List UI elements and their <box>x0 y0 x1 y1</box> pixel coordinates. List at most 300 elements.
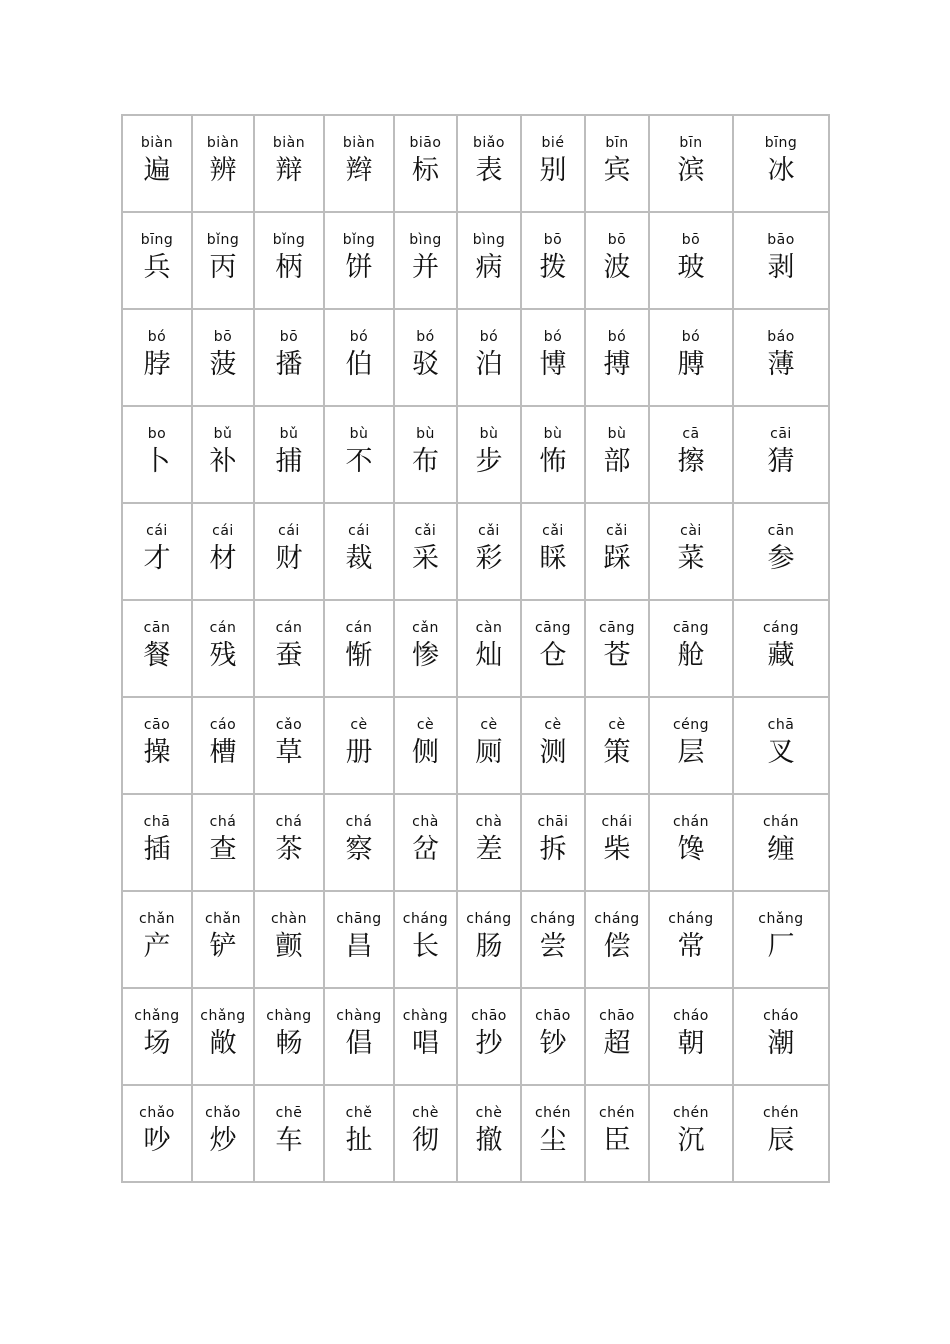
pinyin-label: bīn <box>605 135 629 151</box>
character-cell <box>521 600 585 697</box>
table-row <box>122 600 829 697</box>
character-cell <box>324 600 394 697</box>
character-cell <box>649 600 733 697</box>
pinyin-label: bù <box>543 426 563 442</box>
character-cell <box>394 309 457 406</box>
chinese-character: 裁 <box>345 543 373 574</box>
character-cell <box>585 600 649 697</box>
character-cell <box>457 697 521 794</box>
pinyin-label: bīng <box>140 232 174 248</box>
chinese-character: 怖 <box>539 446 567 477</box>
pinyin-label: chē <box>275 1105 303 1121</box>
character-cell <box>324 1085 394 1182</box>
chinese-character: 偿 <box>603 931 631 962</box>
character-cell <box>521 794 585 891</box>
chinese-character: 草 <box>275 737 303 768</box>
pinyin-label: chàng <box>336 1008 382 1024</box>
chinese-character: 沉 <box>677 1125 705 1156</box>
character-cell <box>254 1085 324 1182</box>
chinese-character: 脖 <box>143 349 171 380</box>
chinese-character: 灿 <box>475 640 503 671</box>
chinese-character: 畅 <box>275 1028 303 1059</box>
pinyin-label: báo <box>767 329 795 345</box>
chinese-character: 惨 <box>412 640 439 671</box>
pinyin-label: biàn <box>206 135 240 151</box>
chinese-character: 查 <box>209 834 237 865</box>
pinyin-label: cán <box>275 620 303 636</box>
pinyin-label: biàn <box>272 135 306 151</box>
pinyin-label: cǎi <box>606 523 628 539</box>
pinyin-label: chǎng <box>200 1008 246 1024</box>
pinyin-label: bó <box>479 329 499 345</box>
character-cell <box>192 794 254 891</box>
chinese-character: 宾 <box>603 155 631 186</box>
pinyin-label: cháng <box>466 911 512 927</box>
chinese-character: 策 <box>603 737 631 768</box>
character-cell <box>324 503 394 600</box>
chinese-character: 超 <box>603 1028 631 1059</box>
chinese-character: 茶 <box>275 834 303 865</box>
pinyin-character-table <box>121 114 830 1183</box>
chinese-character: 惭 <box>345 640 373 671</box>
character-cell <box>521 503 585 600</box>
pinyin-label: chǎo <box>205 1105 241 1121</box>
character-cell <box>649 309 733 406</box>
chinese-character: 颤 <box>275 931 303 962</box>
character-cell <box>192 406 254 503</box>
chinese-character: 层 <box>677 737 705 768</box>
chinese-character: 播 <box>275 349 303 380</box>
character-cell <box>324 891 394 988</box>
chinese-character: 不 <box>345 446 373 477</box>
character-cell <box>324 988 394 1085</box>
character-cell <box>394 891 457 988</box>
character-cell <box>122 503 192 600</box>
pinyin-label: cái <box>348 523 370 539</box>
chinese-character: 冰 <box>767 155 795 186</box>
chinese-character: 波 <box>603 252 631 283</box>
chinese-character: 补 <box>209 446 237 477</box>
chinese-character: 扯 <box>345 1125 373 1156</box>
character-cell <box>192 503 254 600</box>
chinese-character: 材 <box>209 543 237 574</box>
table-row <box>122 1085 829 1182</box>
character-cell <box>649 503 733 600</box>
pinyin-label: cǎi <box>414 523 437 539</box>
pinyin-label: cháng <box>530 911 576 927</box>
pinyin-label: bǐng <box>272 232 306 248</box>
chinese-character: 菠 <box>209 349 237 380</box>
chinese-character: 残 <box>209 640 237 671</box>
character-cell <box>394 503 457 600</box>
chinese-character: 辨 <box>209 155 237 186</box>
pinyin-label: bó <box>416 329 435 345</box>
chinese-character: 常 <box>677 931 705 962</box>
character-cell <box>122 988 192 1085</box>
character-cell <box>324 115 394 212</box>
pinyin-label: cháo <box>763 1008 799 1024</box>
table-row <box>122 503 829 600</box>
chinese-character: 尘 <box>539 1125 567 1156</box>
character-cell <box>324 697 394 794</box>
chinese-character: 部 <box>603 446 631 477</box>
pinyin-label: céng <box>672 717 710 733</box>
character-cell <box>457 212 521 309</box>
pinyin-label: bù <box>416 426 435 442</box>
pinyin-label: cái <box>212 523 234 539</box>
character-cell <box>521 115 585 212</box>
pinyin-label: biǎo <box>473 135 505 151</box>
pinyin-label: cè <box>608 717 626 733</box>
character-cell <box>585 406 649 503</box>
pinyin-label: bó <box>681 329 701 345</box>
pinyin-label: cái <box>146 523 168 539</box>
pinyin-label: chè <box>412 1105 439 1121</box>
pinyin-label: bǐng <box>342 232 376 248</box>
character-cell <box>649 697 733 794</box>
pinyin-label: cè <box>350 717 368 733</box>
character-cell <box>192 212 254 309</box>
pinyin-label: cǎi <box>542 523 564 539</box>
chinese-character: 藏 <box>767 640 795 671</box>
character-cell <box>394 600 457 697</box>
chinese-character: 遍 <box>143 155 171 186</box>
pinyin-label: chā <box>767 717 795 733</box>
chinese-character: 产 <box>143 931 171 962</box>
pinyin-label: cè <box>544 717 562 733</box>
chinese-character: 踩 <box>603 543 631 574</box>
chinese-character: 捕 <box>275 446 303 477</box>
character-cell <box>733 309 829 406</box>
pinyin-label: bō <box>681 232 701 248</box>
character-cell <box>122 1085 192 1182</box>
table-row <box>122 988 829 1085</box>
character-cell <box>457 988 521 1085</box>
character-cell <box>733 988 829 1085</box>
chinese-character: 缠 <box>767 834 795 865</box>
pinyin-label: chāo <box>471 1008 507 1024</box>
pinyin-label: cáo <box>209 717 237 733</box>
pinyin-label: bō <box>607 232 627 248</box>
pinyin-label: cāng <box>598 620 636 636</box>
pinyin-label: chè <box>475 1105 503 1121</box>
pinyin-label: chá <box>275 814 303 830</box>
pinyin-label: cāng <box>672 620 710 636</box>
pinyin-label: bō <box>279 329 299 345</box>
character-cell <box>394 794 457 891</box>
chinese-character: 侧 <box>412 737 439 768</box>
chinese-character: 长 <box>412 931 439 962</box>
pinyin-label: biāo <box>409 135 442 151</box>
chinese-character: 拆 <box>539 834 567 865</box>
pinyin-label: chǎng <box>758 911 804 927</box>
character-cell <box>521 697 585 794</box>
chinese-character: 槽 <box>209 737 237 768</box>
character-cell <box>122 697 192 794</box>
character-cell <box>324 406 394 503</box>
pinyin-label: càn <box>475 620 503 636</box>
character-cell <box>649 891 733 988</box>
table-row <box>122 309 829 406</box>
chinese-character: 铲 <box>209 931 237 962</box>
character-cell <box>192 891 254 988</box>
character-cell <box>521 891 585 988</box>
pinyin-label: chǎng <box>134 1008 180 1024</box>
character-cell <box>585 212 649 309</box>
chinese-character: 吵 <box>143 1125 171 1156</box>
pinyin-label: chén <box>762 1105 800 1121</box>
character-cell <box>733 503 829 600</box>
pinyin-label: biàn <box>140 135 174 151</box>
pinyin-label: bó <box>543 329 563 345</box>
chinese-character: 彻 <box>412 1125 439 1156</box>
character-cell <box>254 697 324 794</box>
chinese-character: 参 <box>767 543 795 574</box>
chinese-character: 昌 <box>345 931 373 962</box>
character-cell <box>254 503 324 600</box>
chinese-character: 标 <box>412 155 439 186</box>
character-cell <box>122 794 192 891</box>
pinyin-label: chàng <box>402 1008 449 1024</box>
character-cell <box>733 212 829 309</box>
character-cell <box>585 503 649 600</box>
pinyin-label: bīn <box>679 135 703 151</box>
character-cell <box>733 115 829 212</box>
chinese-character: 场 <box>143 1028 171 1059</box>
pinyin-label: chén <box>534 1105 572 1121</box>
pinyin-label: bó <box>607 329 627 345</box>
character-cell <box>457 115 521 212</box>
character-cell <box>122 891 192 988</box>
chinese-character: 差 <box>475 834 503 865</box>
character-cell <box>733 600 829 697</box>
pinyin-label: bù <box>607 426 627 442</box>
pinyin-label: cháng <box>402 911 449 927</box>
chinese-character: 泊 <box>475 349 503 380</box>
pinyin-label: chá <box>345 814 373 830</box>
chinese-character: 册 <box>345 737 373 768</box>
chinese-character: 并 <box>412 252 439 283</box>
pinyin-label: bǐng <box>206 232 240 248</box>
chinese-character: 表 <box>475 155 503 186</box>
chinese-character: 猜 <box>767 446 795 477</box>
pinyin-label: cāng <box>534 620 572 636</box>
character-cell <box>254 212 324 309</box>
character-cell <box>254 115 324 212</box>
character-cell <box>585 115 649 212</box>
character-cell <box>733 697 829 794</box>
character-cell <box>457 600 521 697</box>
character-cell <box>394 697 457 794</box>
pinyin-label: chàn <box>270 911 308 927</box>
chinese-character: 叉 <box>767 737 795 768</box>
chinese-character: 肠 <box>475 931 503 962</box>
pinyin-label: cháng <box>594 911 640 927</box>
pinyin-label: cāo <box>143 717 171 733</box>
chinese-character: 潮 <box>767 1028 795 1059</box>
character-cell <box>192 600 254 697</box>
pinyin-label: cān <box>767 523 795 539</box>
chinese-character: 舱 <box>677 640 705 671</box>
chinese-character: 才 <box>143 543 171 574</box>
chinese-character: 倡 <box>345 1028 373 1059</box>
chinese-character: 插 <box>143 834 171 865</box>
chinese-character: 钞 <box>539 1028 567 1059</box>
character-cell <box>254 988 324 1085</box>
character-cell <box>649 212 733 309</box>
pinyin-label: cè <box>416 717 435 733</box>
chinese-character: 步 <box>475 446 503 477</box>
pinyin-label: bié <box>541 135 565 151</box>
chinese-character: 臣 <box>603 1125 631 1156</box>
pinyin-label: bìng <box>472 232 506 248</box>
chinese-character: 彩 <box>475 543 503 574</box>
character-cell <box>394 115 457 212</box>
character-cell <box>192 697 254 794</box>
chinese-character: 馋 <box>677 834 705 865</box>
pinyin-label: cháng <box>668 911 714 927</box>
character-cell <box>733 1085 829 1182</box>
pinyin-label: cāi <box>770 426 792 442</box>
chinese-character: 睬 <box>539 543 567 574</box>
character-cell <box>192 309 254 406</box>
table-row <box>122 697 829 794</box>
chinese-character: 布 <box>412 446 439 477</box>
pinyin-label: cǎo <box>275 717 303 733</box>
character-cell <box>585 988 649 1085</box>
chinese-character: 驳 <box>412 349 439 380</box>
chinese-character: 辩 <box>275 155 303 186</box>
chinese-character: 辫 <box>345 155 373 186</box>
chinese-character: 撤 <box>475 1125 503 1156</box>
character-cell <box>254 406 324 503</box>
pinyin-label: bō <box>543 232 563 248</box>
character-cell <box>324 794 394 891</box>
pinyin-label: bù <box>479 426 499 442</box>
chinese-character: 擦 <box>677 446 705 477</box>
chinese-character: 唱 <box>412 1028 439 1059</box>
pinyin-label: bó <box>147 329 167 345</box>
character-cell <box>649 406 733 503</box>
character-cell <box>585 794 649 891</box>
pinyin-label: bǔ <box>279 426 299 442</box>
character-cell <box>457 503 521 600</box>
chinese-character: 菜 <box>677 543 705 574</box>
character-cell <box>649 115 733 212</box>
character-cell <box>254 891 324 988</box>
chinese-character: 卜 <box>143 446 171 477</box>
chinese-character: 膊 <box>677 349 705 380</box>
character-cell <box>585 697 649 794</box>
chinese-character: 伯 <box>345 349 373 380</box>
pinyin-label: bō <box>213 329 233 345</box>
chinese-character: 剥 <box>767 252 795 283</box>
pinyin-label: cān <box>143 620 171 636</box>
pinyin-label: chāng <box>336 911 382 927</box>
character-cell <box>649 794 733 891</box>
chinese-character: 岔 <box>412 834 439 865</box>
pinyin-label: chǎn <box>204 911 242 927</box>
character-cell <box>733 891 829 988</box>
table-body <box>122 115 829 1182</box>
pinyin-label: chén <box>598 1105 636 1121</box>
pinyin-label: chàng <box>266 1008 312 1024</box>
character-cell <box>649 988 733 1085</box>
pinyin-label: biàn <box>342 135 376 151</box>
pinyin-label: chāo <box>599 1008 635 1024</box>
chinese-character: 辰 <box>767 1125 795 1156</box>
pinyin-label: cè <box>480 717 498 733</box>
character-cell <box>521 1085 585 1182</box>
character-cell <box>521 309 585 406</box>
chinese-character: 柄 <box>275 252 303 283</box>
character-cell <box>254 794 324 891</box>
character-cell <box>457 891 521 988</box>
chinese-character: 仓 <box>539 640 567 671</box>
chinese-character: 丙 <box>209 252 237 283</box>
chinese-character: 操 <box>143 737 171 768</box>
character-cell <box>585 309 649 406</box>
character-cell <box>324 309 394 406</box>
character-cell <box>521 212 585 309</box>
chinese-character: 搏 <box>603 349 631 380</box>
chinese-character: 病 <box>475 252 503 283</box>
character-cell <box>394 988 457 1085</box>
table-row <box>122 794 829 891</box>
chinese-character: 餐 <box>143 640 171 671</box>
chinese-character: 滨 <box>677 155 705 186</box>
chinese-character: 苍 <box>603 640 631 671</box>
character-cell <box>733 794 829 891</box>
pinyin-label: cháo <box>673 1008 709 1024</box>
pinyin-label: chén <box>672 1105 710 1121</box>
chinese-character: 玻 <box>677 252 705 283</box>
character-cell <box>254 600 324 697</box>
pinyin-label: cài <box>680 523 702 539</box>
pinyin-label: chǎo <box>139 1105 175 1121</box>
character-cell <box>521 988 585 1085</box>
pinyin-label: cā <box>682 426 700 442</box>
pinyin-label: cáng <box>762 620 800 636</box>
pinyin-label: bāo <box>767 232 795 248</box>
pinyin-label: bo <box>147 426 167 442</box>
chinese-character: 拨 <box>539 252 567 283</box>
chinese-character: 兵 <box>143 252 171 283</box>
character-cell <box>521 406 585 503</box>
character-cell <box>585 891 649 988</box>
character-cell <box>192 1085 254 1182</box>
character-cell <box>457 309 521 406</box>
pinyin-label: cán <box>345 620 373 636</box>
pinyin-label: chā <box>143 814 171 830</box>
pinyin-label: bìng <box>409 232 442 248</box>
chinese-character: 蚕 <box>275 640 303 671</box>
character-cell <box>192 115 254 212</box>
pinyin-label: chǎn <box>138 911 176 927</box>
pinyin-label: cán <box>209 620 237 636</box>
chinese-character: 察 <box>345 834 373 865</box>
character-cell <box>394 406 457 503</box>
character-cell <box>457 406 521 503</box>
pinyin-label: bó <box>349 329 369 345</box>
pinyin-label: bù <box>349 426 369 442</box>
character-cell <box>649 1085 733 1182</box>
character-cell <box>254 309 324 406</box>
character-cell <box>394 212 457 309</box>
chinese-character: 柴 <box>603 834 631 865</box>
pinyin-label: chà <box>412 814 439 830</box>
chinese-character: 车 <box>275 1125 303 1156</box>
